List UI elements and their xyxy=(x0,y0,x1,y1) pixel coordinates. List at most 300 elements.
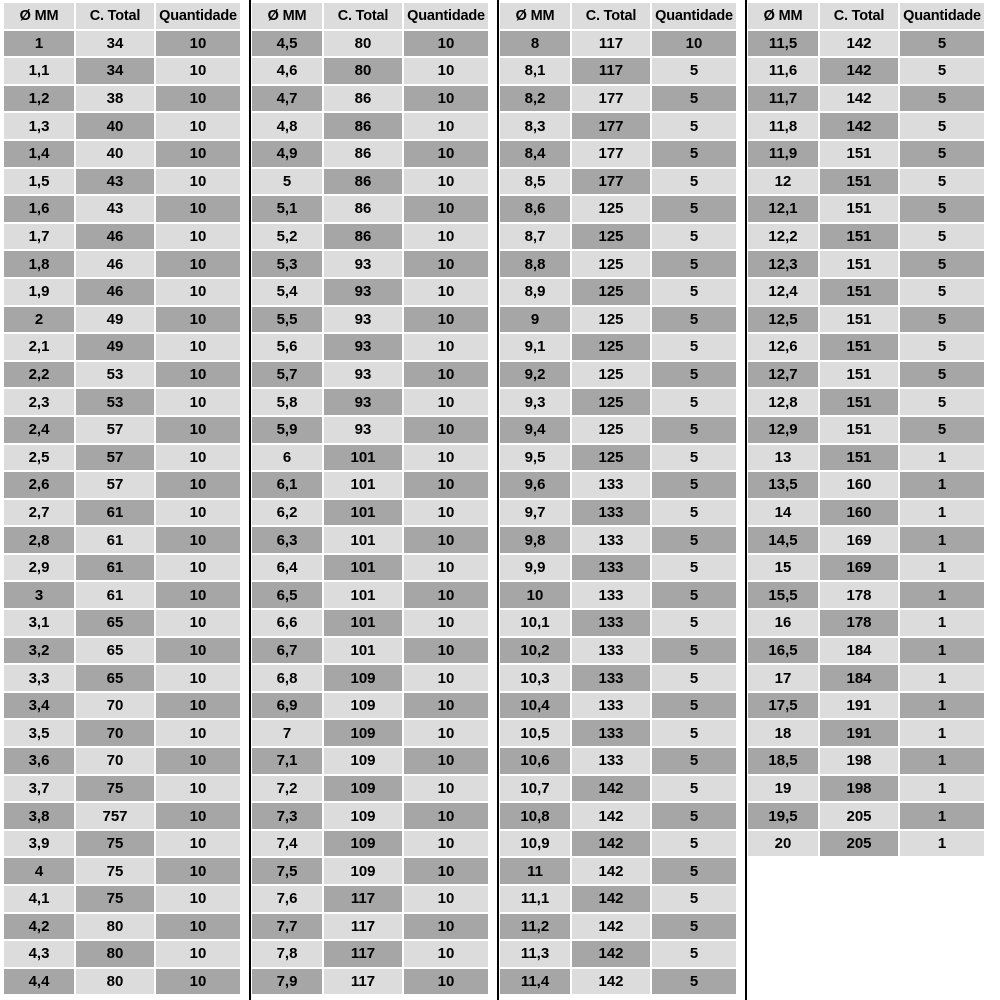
cell-total: 191 xyxy=(820,720,898,746)
table-row xyxy=(500,113,736,139)
cell-quantity: 10 xyxy=(404,555,488,581)
table-row xyxy=(252,334,488,360)
cell-quantity: 10 xyxy=(156,196,240,222)
table-row xyxy=(500,58,736,84)
cell-total: 101 xyxy=(324,527,402,553)
table-row xyxy=(252,886,488,912)
cell-total: 133 xyxy=(572,610,650,636)
table-row xyxy=(500,31,736,57)
cell-diameter: 11 xyxy=(500,858,570,884)
table-row xyxy=(4,858,240,884)
table-row xyxy=(4,279,240,305)
table-row xyxy=(500,445,736,471)
table-row xyxy=(4,527,240,553)
cell-total: 160 xyxy=(820,500,898,526)
cell-diameter: 14,5 xyxy=(748,527,818,553)
cell-diameter: 17 xyxy=(748,665,818,691)
cell-quantity: 10 xyxy=(404,86,488,112)
cell-diameter: 1,2 xyxy=(4,86,74,112)
cell-total: 117 xyxy=(324,914,402,940)
cell-quantity: 1 xyxy=(900,555,984,581)
table-row xyxy=(500,693,736,719)
cell-quantity: 10 xyxy=(156,941,240,967)
table-row xyxy=(500,803,736,829)
cell-diameter: 7,4 xyxy=(252,831,322,857)
cell-diameter: 7,1 xyxy=(252,748,322,774)
cell-total: 125 xyxy=(572,417,650,443)
cell-quantity: 10 xyxy=(156,527,240,553)
cell-total: 49 xyxy=(76,307,154,333)
cell-total: 93 xyxy=(324,389,402,415)
cell-quantity: 5 xyxy=(652,886,736,912)
cell-diameter: 8,1 xyxy=(500,58,570,84)
cell-quantity: 10 xyxy=(404,472,488,498)
cell-total: 80 xyxy=(76,914,154,940)
header-quantity: Quantidade xyxy=(156,3,240,29)
cell-quantity: 10 xyxy=(404,969,488,995)
cell-total: 70 xyxy=(76,693,154,719)
table-row xyxy=(500,858,736,884)
cell-total: 169 xyxy=(820,555,898,581)
cell-diameter: 10,7 xyxy=(500,776,570,802)
cell-total: 198 xyxy=(820,776,898,802)
cell-total: 86 xyxy=(324,196,402,222)
cell-diameter: 8,7 xyxy=(500,224,570,250)
table-row xyxy=(4,141,240,167)
cell-total: 38 xyxy=(76,86,154,112)
cell-quantity: 5 xyxy=(652,693,736,719)
table-row xyxy=(252,665,488,691)
cell-diameter: 5,2 xyxy=(252,224,322,250)
table-row xyxy=(500,527,736,553)
table-row xyxy=(4,610,240,636)
cell-diameter: 3,2 xyxy=(4,638,74,664)
cell-quantity: 10 xyxy=(156,665,240,691)
cell-quantity: 5 xyxy=(900,251,984,277)
cell-quantity: 10 xyxy=(404,582,488,608)
cell-quantity: 10 xyxy=(404,720,488,746)
cell-quantity: 5 xyxy=(652,58,736,84)
cell-diameter: 2,4 xyxy=(4,417,74,443)
cell-diameter: 2,1 xyxy=(4,334,74,360)
table-row xyxy=(500,334,736,360)
cell-total: 86 xyxy=(324,113,402,139)
cell-diameter: 12,5 xyxy=(748,307,818,333)
cell-total: 142 xyxy=(820,58,898,84)
cell-total: 125 xyxy=(572,279,650,305)
cell-total: 34 xyxy=(76,31,154,57)
cell-diameter: 7,5 xyxy=(252,858,322,884)
table-row xyxy=(252,858,488,884)
table-row xyxy=(748,362,984,388)
cell-quantity: 5 xyxy=(652,279,736,305)
cell-total: 142 xyxy=(820,113,898,139)
table-row xyxy=(4,417,240,443)
cell-diameter: 15,5 xyxy=(748,582,818,608)
table-row xyxy=(4,638,240,664)
cell-total: 151 xyxy=(820,251,898,277)
cell-total: 177 xyxy=(572,169,650,195)
cell-total: 46 xyxy=(76,251,154,277)
header-quantity: Quantidade xyxy=(652,3,736,29)
cell-total: 125 xyxy=(572,362,650,388)
cell-total: 142 xyxy=(572,914,650,940)
header-total: C. Total xyxy=(324,3,402,29)
cell-diameter: 12,6 xyxy=(748,334,818,360)
cell-total: 86 xyxy=(324,169,402,195)
cell-total: 142 xyxy=(572,969,650,995)
cell-quantity: 10 xyxy=(156,693,240,719)
table-row xyxy=(252,113,488,139)
cell-total: 43 xyxy=(76,169,154,195)
cell-total: 757 xyxy=(76,803,154,829)
cell-total: 86 xyxy=(324,224,402,250)
cell-quantity: 5 xyxy=(652,362,736,388)
cell-diameter: 12,1 xyxy=(748,196,818,222)
cell-diameter: 7,6 xyxy=(252,886,322,912)
cell-total: 178 xyxy=(820,610,898,636)
cell-total: 117 xyxy=(572,58,650,84)
table-row xyxy=(748,307,984,333)
table-row xyxy=(252,638,488,664)
cell-quantity: 5 xyxy=(900,141,984,167)
table-row xyxy=(4,58,240,84)
cell-diameter: 8,3 xyxy=(500,113,570,139)
header-diameter: Ø MM xyxy=(500,3,570,29)
table-row xyxy=(748,334,984,360)
table-row xyxy=(748,803,984,829)
cell-diameter: 9,2 xyxy=(500,362,570,388)
cell-total: 46 xyxy=(76,224,154,250)
cell-quantity: 10 xyxy=(156,638,240,664)
table-row xyxy=(500,914,736,940)
cell-total: 151 xyxy=(820,279,898,305)
cell-diameter: 19,5 xyxy=(748,803,818,829)
cell-total: 65 xyxy=(76,638,154,664)
cell-quantity: 5 xyxy=(652,858,736,884)
cell-diameter: 5,6 xyxy=(252,334,322,360)
cell-total: 109 xyxy=(324,858,402,884)
table-row xyxy=(500,169,736,195)
cell-quantity: 5 xyxy=(652,638,736,664)
cell-quantity: 5 xyxy=(652,582,736,608)
cell-quantity: 10 xyxy=(404,334,488,360)
cell-total: 43 xyxy=(76,196,154,222)
cell-quantity: 5 xyxy=(652,831,736,857)
cell-quantity: 5 xyxy=(652,196,736,222)
cell-quantity: 5 xyxy=(652,555,736,581)
cell-diameter: 17,5 xyxy=(748,693,818,719)
cell-total: 101 xyxy=(324,472,402,498)
cell-total: 198 xyxy=(820,748,898,774)
cell-quantity: 10 xyxy=(652,31,736,57)
cell-total: 93 xyxy=(324,334,402,360)
table-row xyxy=(4,776,240,802)
cell-diameter: 11,8 xyxy=(748,113,818,139)
cell-diameter: 7,9 xyxy=(252,969,322,995)
table-row xyxy=(500,941,736,967)
cell-total: 125 xyxy=(572,307,650,333)
cell-total: 101 xyxy=(324,500,402,526)
cell-diameter: 2,9 xyxy=(4,555,74,581)
table-row xyxy=(4,389,240,415)
table-row xyxy=(252,472,488,498)
cell-quantity: 5 xyxy=(652,803,736,829)
cell-total: 151 xyxy=(820,362,898,388)
cell-total: 133 xyxy=(572,748,650,774)
table-row xyxy=(500,224,736,250)
cell-quantity: 10 xyxy=(156,748,240,774)
cell-total: 160 xyxy=(820,472,898,498)
cell-quantity: 10 xyxy=(404,858,488,884)
cell-quantity: 5 xyxy=(652,251,736,277)
cell-total: 49 xyxy=(76,334,154,360)
table-row xyxy=(748,527,984,553)
cell-diameter: 12,8 xyxy=(748,389,818,415)
table-row xyxy=(748,748,984,774)
cell-diameter: 4 xyxy=(4,858,74,884)
cell-quantity: 10 xyxy=(404,500,488,526)
cell-total: 109 xyxy=(324,665,402,691)
table-row xyxy=(252,555,488,581)
table-row xyxy=(748,638,984,664)
cell-total: 117 xyxy=(572,31,650,57)
table-row xyxy=(748,86,984,112)
cell-diameter: 3,9 xyxy=(4,831,74,857)
cell-quantity: 5 xyxy=(900,113,984,139)
cell-diameter: 5,3 xyxy=(252,251,322,277)
cell-quantity: 1 xyxy=(900,527,984,553)
table-row xyxy=(252,417,488,443)
cell-total: 117 xyxy=(324,969,402,995)
cell-quantity: 5 xyxy=(652,941,736,967)
table-row xyxy=(500,362,736,388)
table-row xyxy=(748,500,984,526)
table-row xyxy=(4,472,240,498)
table-row xyxy=(748,417,984,443)
cell-diameter: 7 xyxy=(252,720,322,746)
table-row xyxy=(500,748,736,774)
cell-quantity: 10 xyxy=(156,113,240,139)
cell-quantity: 10 xyxy=(404,693,488,719)
cell-quantity: 5 xyxy=(652,224,736,250)
cell-diameter: 4,7 xyxy=(252,86,322,112)
cell-total: 61 xyxy=(76,500,154,526)
table-row xyxy=(252,251,488,277)
cell-quantity: 5 xyxy=(652,610,736,636)
table-row xyxy=(252,610,488,636)
cell-diameter: 8,9 xyxy=(500,279,570,305)
table-row xyxy=(500,251,736,277)
table-row xyxy=(500,886,736,912)
cell-quantity: 1 xyxy=(900,803,984,829)
cell-quantity: 10 xyxy=(156,362,240,388)
table-row xyxy=(500,500,736,526)
table-row xyxy=(4,362,240,388)
cell-diameter: 10,4 xyxy=(500,693,570,719)
cell-quantity: 1 xyxy=(900,720,984,746)
cell-total: 125 xyxy=(572,251,650,277)
cell-total: 65 xyxy=(76,610,154,636)
table-row xyxy=(748,582,984,608)
table-row xyxy=(500,555,736,581)
table-row xyxy=(4,941,240,967)
cell-quantity: 5 xyxy=(652,141,736,167)
cell-diameter: 10,5 xyxy=(500,720,570,746)
cell-diameter: 1,9 xyxy=(4,279,74,305)
cell-quantity: 10 xyxy=(404,748,488,774)
cell-diameter: 8,6 xyxy=(500,196,570,222)
cell-total: 117 xyxy=(324,941,402,967)
table-row xyxy=(4,555,240,581)
table-row xyxy=(252,500,488,526)
cell-total: 80 xyxy=(324,58,402,84)
cell-quantity: 5 xyxy=(900,31,984,57)
cell-diameter: 6,1 xyxy=(252,472,322,498)
cell-total: 178 xyxy=(820,582,898,608)
cell-quantity: 10 xyxy=(156,224,240,250)
cell-quantity: 10 xyxy=(404,389,488,415)
cell-quantity: 5 xyxy=(900,224,984,250)
table-row xyxy=(748,693,984,719)
cell-diameter: 9,8 xyxy=(500,527,570,553)
cell-quantity: 1 xyxy=(900,610,984,636)
cell-quantity: 10 xyxy=(404,113,488,139)
cell-diameter: 3,7 xyxy=(4,776,74,802)
cell-diameter: 9,5 xyxy=(500,445,570,471)
table-row xyxy=(4,169,240,195)
cell-diameter: 4,2 xyxy=(4,914,74,940)
table-row xyxy=(748,141,984,167)
table-row xyxy=(500,969,736,995)
cell-diameter: 6,9 xyxy=(252,693,322,719)
cell-diameter: 5,4 xyxy=(252,279,322,305)
cell-quantity: 10 xyxy=(156,582,240,608)
cell-diameter: 3,4 xyxy=(4,693,74,719)
cell-total: 151 xyxy=(820,389,898,415)
cell-quantity: 10 xyxy=(156,307,240,333)
cell-quantity: 10 xyxy=(404,169,488,195)
cell-diameter: 9,7 xyxy=(500,500,570,526)
cell-total: 184 xyxy=(820,665,898,691)
table-row xyxy=(252,141,488,167)
cell-quantity: 5 xyxy=(900,307,984,333)
cell-quantity: 10 xyxy=(404,831,488,857)
cell-total: 53 xyxy=(76,389,154,415)
table-row xyxy=(500,307,736,333)
table-row xyxy=(252,224,488,250)
cell-diameter: 12,4 xyxy=(748,279,818,305)
cell-total: 142 xyxy=(572,831,650,857)
header-row xyxy=(252,3,488,29)
cell-total: 80 xyxy=(324,31,402,57)
cell-total: 184 xyxy=(820,638,898,664)
header-diameter: Ø MM xyxy=(252,3,322,29)
table-row xyxy=(748,776,984,802)
header-quantity: Quantidade xyxy=(900,3,984,29)
cell-quantity: 1 xyxy=(900,776,984,802)
cell-diameter: 1,6 xyxy=(4,196,74,222)
cell-quantity: 5 xyxy=(900,417,984,443)
table-row xyxy=(4,831,240,857)
cell-diameter: 2,6 xyxy=(4,472,74,498)
table-row xyxy=(4,307,240,333)
cell-quantity: 10 xyxy=(404,776,488,802)
cell-quantity: 10 xyxy=(404,665,488,691)
cell-total: 142 xyxy=(820,31,898,57)
cell-total: 125 xyxy=(572,389,650,415)
cell-total: 93 xyxy=(324,307,402,333)
cell-quantity: 5 xyxy=(900,196,984,222)
cell-quantity: 5 xyxy=(652,969,736,995)
table-row xyxy=(4,86,240,112)
cell-total: 133 xyxy=(572,665,650,691)
cell-quantity: 10 xyxy=(156,169,240,195)
cell-quantity: 5 xyxy=(900,334,984,360)
cell-diameter: 3,3 xyxy=(4,665,74,691)
cell-total: 117 xyxy=(324,886,402,912)
table-row xyxy=(748,665,984,691)
cell-total: 46 xyxy=(76,279,154,305)
cell-total: 133 xyxy=(572,472,650,498)
table-row xyxy=(252,196,488,222)
cell-diameter: 13,5 xyxy=(748,472,818,498)
cell-diameter: 10,9 xyxy=(500,831,570,857)
cell-quantity: 10 xyxy=(156,500,240,526)
cell-total: 177 xyxy=(572,113,650,139)
cell-quantity: 10 xyxy=(156,803,240,829)
cell-quantity: 10 xyxy=(404,941,488,967)
cell-total: 133 xyxy=(572,693,650,719)
table-row xyxy=(748,58,984,84)
header-row xyxy=(500,3,736,29)
cell-quantity: 5 xyxy=(652,445,736,471)
cell-diameter: 18 xyxy=(748,720,818,746)
table-row xyxy=(500,665,736,691)
cell-total: 109 xyxy=(324,776,402,802)
cell-total: 177 xyxy=(572,86,650,112)
cell-diameter: 11,7 xyxy=(748,86,818,112)
cell-total: 65 xyxy=(76,665,154,691)
table-row xyxy=(4,969,240,995)
table-row xyxy=(748,251,984,277)
cell-diameter: 11,2 xyxy=(500,914,570,940)
cell-diameter: 15 xyxy=(748,555,818,581)
cell-quantity: 5 xyxy=(652,527,736,553)
cell-diameter: 20 xyxy=(748,831,818,857)
cell-total: 133 xyxy=(572,500,650,526)
header-quantity: Quantidade xyxy=(404,3,488,29)
cell-quantity: 10 xyxy=(404,527,488,553)
cell-quantity: 1 xyxy=(900,500,984,526)
cell-total: 151 xyxy=(820,224,898,250)
cell-diameter: 5,1 xyxy=(252,196,322,222)
cell-total: 125 xyxy=(572,224,650,250)
table-row xyxy=(500,582,736,608)
cell-total: 177 xyxy=(572,141,650,167)
cell-total: 57 xyxy=(76,417,154,443)
cell-quantity: 5 xyxy=(652,472,736,498)
cell-total: 70 xyxy=(76,748,154,774)
table-row xyxy=(4,803,240,829)
cell-quantity: 10 xyxy=(156,31,240,57)
cell-quantity: 5 xyxy=(652,720,736,746)
cell-total: 205 xyxy=(820,803,898,829)
cell-quantity: 10 xyxy=(404,803,488,829)
table-row xyxy=(4,224,240,250)
cell-quantity: 5 xyxy=(652,389,736,415)
cell-diameter: 12,9 xyxy=(748,417,818,443)
